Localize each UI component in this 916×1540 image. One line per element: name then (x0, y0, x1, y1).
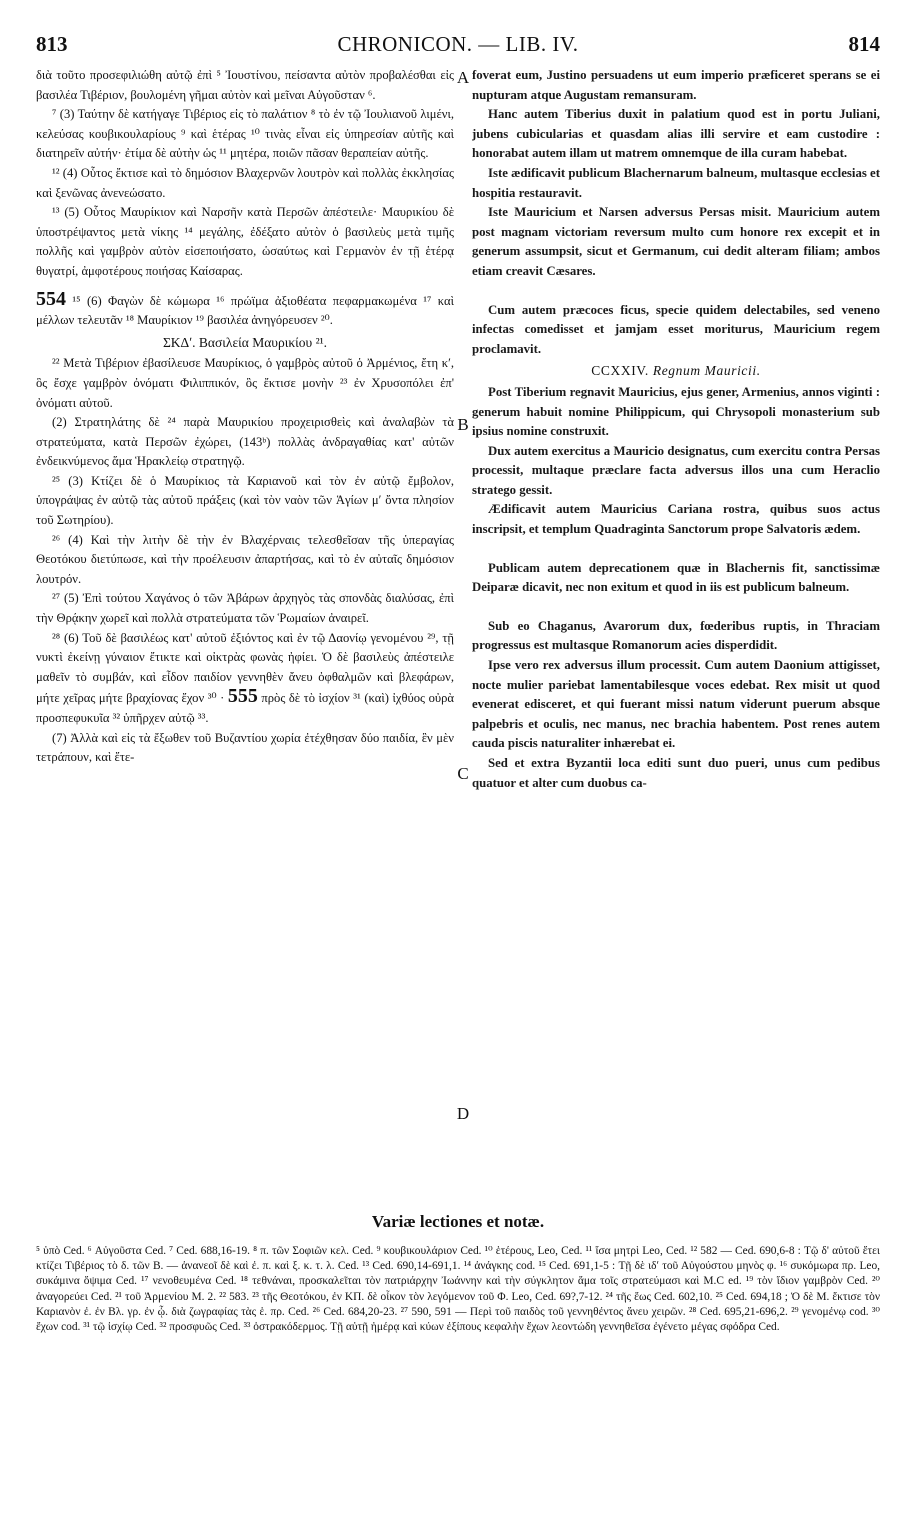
latin-paragraph: Publicam autem deprecationem quæ in Blachernis fit, sanctissimæ Deiparæ dicavit, nec non exitum et quod in iis est publicum balneum. (472, 560, 880, 595)
page-number-left: 813 (36, 32, 68, 56)
latin-paragraph: Cum autem præcoces ficus, specie quidem delectabiles, sed veneno infectas comedisset et jamjam esset moriturus, Mauricium regem proclamavit. (472, 302, 880, 356)
running-title: CHRONICON. — LIB. IV. (337, 32, 579, 56)
latin-column (472, 66, 880, 1206)
page-number-right: 814 (848, 32, 880, 56)
latin-paragraph: Sed et extra Byzantii loca editi sunt duo pueri, unus cum pedibus quatuor et alter cum duobus ca- (472, 756, 880, 790)
greek-paragraph-text: πρὸς δὲ τὸ ἰσχίον ³¹ (καὶ) ἰχθύος οὐρὰ προσπεφυκυῖα ³² ὑπῆρχεν αὐτῷ ³³. (36, 691, 454, 725)
greek-paragraph: ²² Μετὰ Τιβέριον ἐβασίλευσε Μαυρίκιος, ὁ γαμβρὸς αὐτοῦ ὁ Ἀρμένιος, ἔτη κʹ, ὃς ἔσχε γαμβρὸν ὀνόματι Φιλιππικόν, ὃς ἔκτισε μονὴν ²³ ἐν Χρυσοπόλει ἐπ' ὀνόματι αὐτοῦ. (36, 356, 454, 410)
greek-paragraph (36, 287, 454, 331)
latin-paragraph: Dux autem exercitus a Mauricio designatus, cum exercitu contra Persas processit, multaque præclare facta adversus illos una cum Heraclio stratego gessit. (472, 443, 880, 497)
greek-paragraph-text: ¹⁵ (6) Φαγὼν δὲ κώμωρα ¹⁶ πρώϊμα ἀξιοθέατα πεφαρμακωμένα ¹⁷ καὶ μέλλων τελευτᾶν ¹⁸ Μαυρίκιον ¹⁹ βασιλέα ἀνηγόρευσεν ²⁰. (36, 293, 454, 328)
greek-paragraph: (2) Στρατηλάτης δὲ ²⁴ παρὰ Μαυρικίου προχειρισθεὶς καὶ ἀναλαβὼν τὰ στρατεύματα, κατὰ Περσῶν ἐχώρει, (143ᵇ) πολλὰς ἀνδραγαθίας κατ' αὐτῶν ἐνδεικνύμενος ἅμα Ἡρακλείῳ στρατηγῷ. (36, 415, 454, 469)
variant-readings-notes: ⁵ ὑπὸ Ced. ⁶ Αὐγοῦστα Ced. ⁷ Ced. 688,16-19. ⁸ π. τῶν Σοφιῶν κελ. Ced. ⁹ κουβικουλάριον Ced. ¹⁰ ἑτέρους, Leo, Ced. ¹¹ ἴσα μητρὶ Leo, Ced. ¹² 582 — Ced. 690,6-8 : Τῷ δ' αὐτοῦ ἔτει κτίζει Τιβέριος τὸ δ. τῶν Β. — ἀνανεοῖ δὲ καὶ ἐ. π. καὶ ξ. κ. τ. λ. Ced. ¹³ Ced. 690,14-691,1. ¹⁴ ἀνάγκης cod. ¹⁵ Ced. 691,1-5 : Τῇ δὲ ιδʹ τοῦ Αὐγούστου μηνὸς φ. ¹⁶ συκόμωρα πρ. Leo, συκάμινα ὄψιμα Ced. ¹⁷ νενοθευμένα Ced. ¹⁸ τεθνάναι, προσκαλεῖται τὸν πατριάρχην Ἰωάννην καὶ τὴν σύγκλητον ἅμα τοῖς στρατεύμασι καὶ M.C ed. ¹⁹ τὸν ἴδιον γαμβρὸν Ced. ²⁰ ἀναγορεύει Ced. ²¹ τοῦ Ἀρμενίου Μ. 2. ²² 583. ²³ τῆς Θεοτόκου, ἐν ΚΠ. δὲ οἶκον τὸν λεγόμενον τοῦ Φ. Leo, Ced. 69?,7-12. ²⁴ τῆς ἕως Ced. 602,10. ²⁵ Ced. 694,18 ; Ὁ δὲ Μ. ἔκτισε τὸν Καριανὸν ἐ. ἐν Βλ. γρ. ἐν ᾧ. διὰ ζωγραφίας τὰς ἑ. πρ. Ced. ²⁶ Ced. 684,20-23. ²⁷ 590, 591 — Περὶ τοῦ παιδὸς τοῦ γεννηθέντος ἄνευ χειρῶν. ²⁸ Ced. 695,21-696,2. ²⁹ γενομένῳ cod. ³⁰ ἔχων cod. ³¹ τῷ ἰσχίῳ Ced. ³² προσφυῶς Ced. ³³ ὀστρακόδερμος. Τῇ αὐτῇ ἡμέρᾳ καὶ κύων ἐξίπους κεφαλὴν ἔχων λεοντώδη γεννηθεῖσα ἐγένετο μέγας σφόδρα Ced. (36, 1245, 880, 1334)
margin-letter: C (457, 764, 469, 783)
latin-paragraph: Iste Mauricium et Narsen adversus Persas misit. Mauricium autem post magnam victoriam reversum multo cum honore rex excepit et in generum assumpsit, sicut et Germanum, cui dedit alteram filiam; ambos etiam creavit Cæsares. (472, 205, 880, 278)
greek-paragraph-text: ²⁸ (6) Τοῦ δὲ βασιλέως κατ' αὐτοῦ ἐξιόντος καὶ ἐν τῷ Δαονίῳ γενομένου ²⁹, τῇ νυκτὶ ἐκείνῃ γύναιον ἔτικτε καὶ οἰκτρὰς φωνὰς ἠφίει. Ὁ δὲ βασιλεὺς ἀπέστειλε μαθεῖν τὸ συμβάν, καὶ εἶδον παιδίον γεννηθὲν ἄνευ ὀφθαλμῶν καὶ βλεφάρων, μήτε χεῖρας μήτε βραχίονας ἔχον ³⁰ · (36, 630, 454, 706)
greek-paragraph: ¹² (4) Οὗτος ἔκτισε καὶ τὸ δημόσιον Βλαχερνῶν λουτρὸν καὶ πολλὰς ἐκκλησίας καὶ ξενῶνας ἀνενεώσατο. (36, 165, 454, 200)
greek-paragraph: διὰ τοῦτο προσεφιλιώθη αὐτῷ ἐπὶ ⁵ Ἰουστίνου, πείσαντα αὐτὸν προβαλέσθαι εἰς βασιλέα Τιβέριον, βουλομένη γῆμαι αὐτὸν καὶ μεῖναι Αὐγοῦσταν ⁶. (36, 68, 454, 102)
notes-title: Variæ lectiones et notæ. (371, 1212, 545, 1231)
latin-paragraph: Post Tiberium regnavit Mauricius, ejus gener, Armenius, annos viginti : generum habuit nomine Philippicum, qui Chrysopoli monasterium sub ipsius nomine construxit. (472, 384, 880, 439)
greek-paragraph: (7) Ἀλλὰ καὶ εἰς τὰ ἔξωθεν τοῦ Βυζαντίου χωρία ἐτέχθησαν δύο παιδία, ἓν μὲν τετράπουν, καὶ ἕτε- (36, 730, 454, 765)
latin-paragraph: Sub eo Chaganus, Avarorum dux, fœderibus ruptis, in Thraciam progressus est multasque Romanorum acies disperdidit. (472, 618, 880, 653)
latin-heading-title: Regnum Mauricii. (652, 363, 761, 379)
greek-paragraph: ¹³ (5) Οὗτος Μαυρίκιον καὶ Ναρσῆν κατὰ Περσῶν ἀπέστειλε· Μαυρικίου δὲ ὑποστρέψαντος μετὰ νίκης ¹⁴ μεγάλης, ἐδέξατο αὐτὸν ὁ βασιλεὺς μετὰ τιμῆς πολλῆς καὶ γαμβρὸν αὐτὸν εἰσεποιήσατο, ὡσαύτως καὶ Γερμανὸν ἐν τῇ ἑτέρᾳ θυγατρί, ἀμφοτέρους ποιήσας Καίσαρας. (36, 205, 454, 278)
latin-heading-number: CCXXIV. (591, 363, 649, 379)
page-header (36, 32, 880, 62)
latin-paragraph: foverat eum, Justino persuadens ut eum imperio præficeret sperans se ei nupturam atque Augustam remansuram. (472, 68, 880, 102)
column-marker-number: 555 (227, 685, 258, 708)
latin-paragraph: Ipse vero rex adversus illum processit. Cum autem Daonium attigisset, nocte mulier pariebat lamentabilesque voces edebat. Rex misit ut quod evenerat edisceret, et qui fuerant missi natum viderunt puerum absque palpebris et oculis, nec manus, nec brachia habentem. Post renes autem cauda piscis naturaliter inhærebat ei. (472, 658, 880, 751)
greek-paragraph: ²⁵ (3) Κτίζει δὲ ὁ Μαυρίκιος τὰ Καριανοῦ καὶ τὸν ἐν αὐτῷ ἔμβολον, ὑπογράψας ἐν αὐτῷ τὰς αὐτοῦ πράξεις (καὶ τὸν ναὸν τῶν Ἁγίων μʹ ὄντα πλησίον τοῦ Σωτηρίου). (36, 473, 454, 528)
column-marker-number: 554 (36, 287, 66, 310)
greek-paragraph: ⁷ (3) Ταύτην δὲ κατήγαγε Τιβέριος εἰς τὸ παλάτιον ⁸ τὸ ἐν τῷ Ἰουλιανοῦ λιμένι, κελεύσας κουβικουλαρίους ⁹ καὶ ἑτέρας ¹⁰ τινὰς εἶναι εἰς ὑπηρεσίαν αὐτῆς καὶ διατηρεῖν αὐτήν· ἐτίμα δὲ αὐτὴν ὡς ¹¹ μητέρα, ποιῶν πᾶσαν θεραπείαν αὐτῆς. (36, 107, 454, 161)
margin-letter: D (456, 1104, 470, 1123)
latin-section-heading (472, 361, 880, 381)
greek-paragraph (36, 629, 454, 729)
margin-letter: B (457, 415, 469, 434)
greek-paragraph: ²⁶ (4) Καὶ τὴν λιτὴν δὲ τὴν ἐν Βλαχέρναις τελεσθεῖσαν τῆς ὑπεραγίας Θεοτόκου διετύπωσε, καὶ τὴν προέλευσιν ἀπαρτήσας, καὶ τὸ ἐν αὐταῖς δημόσιον λουτρόν. (36, 532, 454, 586)
margin-letter: A (456, 68, 470, 87)
greek-column (36, 66, 454, 1206)
latin-paragraph: Hanc autem Tiberius duxit in palatium quod est in portu Juliani, jubens cubicularias et quasdam alias illi servire et eam custodire : honorabat autem illam ut matrem omnemque de illa curam habebat. (472, 107, 880, 161)
latin-paragraph: Ædificavit autem Mauricius Cariana rostra, quibus suos actus inscripsit, et templum Quadraginta Sanctorum prope Salvatoris ædem. (472, 502, 880, 537)
greek-section-heading: ΣΚΔʹ. Βασιλεία Μαυρικίου ²¹. (162, 334, 328, 350)
latin-paragraph: Iste ædificavit publicum Blachernarum balneum, multasque ecclesias et hospitia restauravit. (472, 165, 880, 200)
greek-paragraph: ²⁷ (5) Ἐπὶ τούτου Χαγάνος ὁ τῶν Ἀβάρων ἀρχηγὸς τὰς σπονδὰς διαλύσας, ἐπὶ τὴν Θρᾴκην χωρεῖ καὶ πολλὰ στρατεύματα τῶν Ῥωμαίων ἀναιρεῖ. (36, 591, 454, 626)
